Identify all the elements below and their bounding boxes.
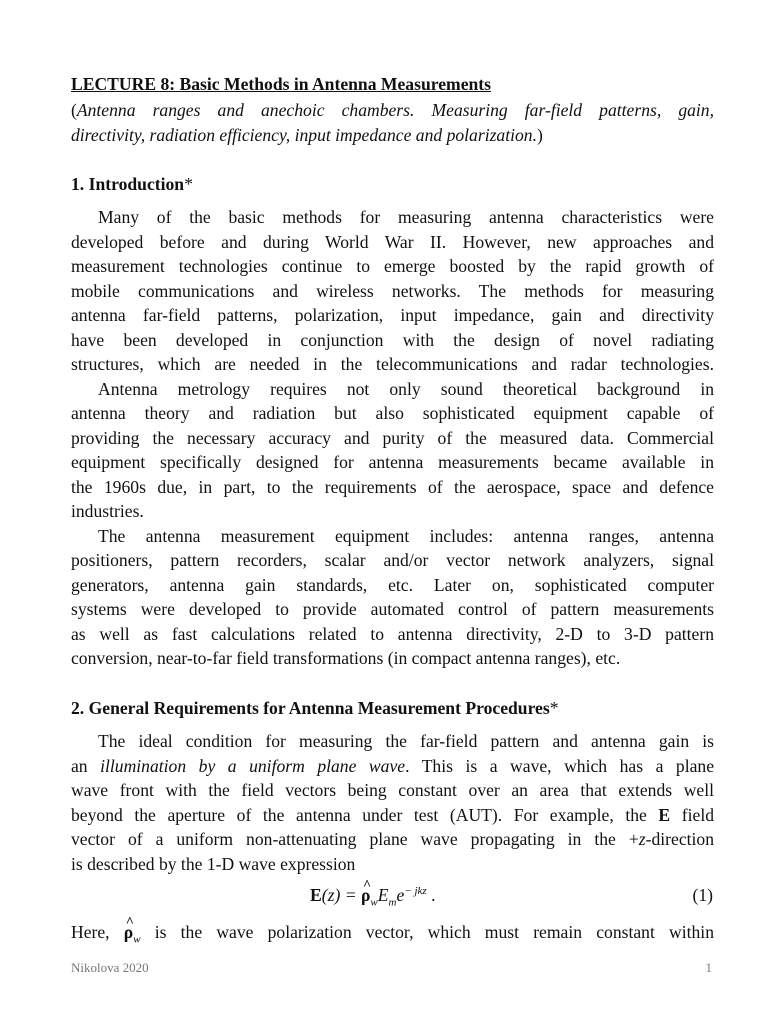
paragraph-line: vector of a uniform non-attenuating plane wave propagating in the +z-direction [71,829,714,849]
paragraph-line: Here, ^ $\rho_w$ is the wave polarization vector, which must remain constant within [71,920,714,944]
paragraph-line: providing the necessary accuracy and purity of the measured data. Commercial [71,428,714,448]
paragraph-line: wave front with the field vectors being constant over an area that extends well [71,780,714,800]
paragraph-line: Many of the basic methods for measuring antenna characteristics were [98,207,714,227]
section-2-heading: 2. General Requirements for Antenna Measurement Procedures* [71,698,559,718]
paragraph-line: measurement technologies continue to emerge boosted by the rapid growth of [71,256,714,276]
paragraph-line: have been developed in conjunction with the design of novel radiating [71,330,714,350]
paragraph-line: conversion, near-to-far field transformations (in compact antenna ranges), etc. [71,648,621,668]
paragraph-line: an illumination by a uniform plane wave. This is a wave, which has a plane [71,756,714,776]
paragraph-line: antenna theory and radiation but also sophisticated equipment capable of [71,403,714,423]
paragraph-line: The ideal condition for measuring the far-field pattern and antenna gain is [98,731,714,751]
paragraph-line: structures, which are needed in the telecommunications and radar technologies. [71,354,714,374]
paragraph-line: The antenna measurement equipment includes: antenna ranges, antenna [98,526,714,546]
paragraph-line: mobile communications and wireless networks. The methods for measuring [71,281,714,301]
paragraph-line: generators, antenna gain standards, etc. Later on, sophisticated computer [71,575,714,595]
paragraph-line: positioners, pattern recorders, scalar and/or vector network analyzers, signal [71,550,714,570]
footer-author: Nikolova 2020 [71,960,149,975]
paragraph-line: equipment specifically designed for antenna measurements became available in [71,452,714,472]
paragraph-line: industries. [71,501,144,521]
section-1-heading: 1. Introduction* [71,174,193,194]
paragraph-line: is described by the 1-D wave expression [71,854,356,874]
paragraph-line: beyond the aperture of the antenna under test (AUT). For example, the E field [71,805,715,825]
lecture-title: LECTURE 8: Basic Methods in Antenna Measurements [71,74,491,94]
paragraph-line: as well as fast calculations related to antenna directivity, 2-D to 3-D pattern [71,624,714,644]
page-number: 1 [705,960,712,975]
subtitle-line-1: (Antenna ranges and anechoic chambers. Measuring far-field patterns, gain, [71,100,714,120]
paragraph-line: developed before and during World War II. However, new approaches and [71,232,714,252]
subtitle-line-2: directivity, radiation efficiency, input impedance and polarization.) [71,125,543,145]
paragraph-line: the 1960s due, in part, to the requirements of the aerospace, space and defence [71,477,714,497]
paragraph-line: antenna far-field patterns, polarization, input impedance, gain and directivity [71,305,714,325]
equation-1: E(z) = ^ $\rho_wE_me^{- jkz}$ . [310,883,435,907]
paragraph-line: systems were developed to provide automated control of pattern measurements [71,599,714,619]
equation-number: (1) [692,885,713,905]
paragraph-line: Antenna metrology requires not only sound theoretical background in [98,379,714,399]
